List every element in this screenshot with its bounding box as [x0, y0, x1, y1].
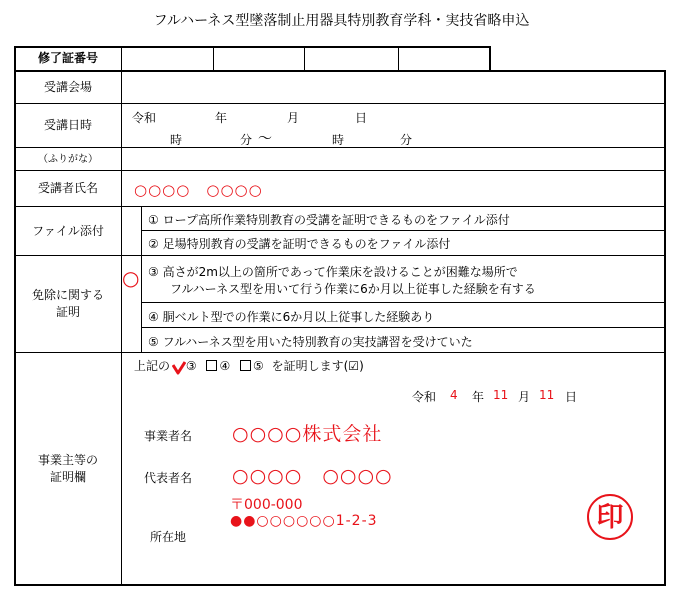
checkbox-5[interactable]	[240, 360, 251, 371]
option-4-label: ④	[219, 359, 231, 373]
exemption-label: 免除に関する 証明	[31, 288, 104, 319]
postal-code[interactable]: 〒000-000	[230, 497, 303, 513]
cert-no-field-4[interactable]	[400, 48, 488, 68]
statement-suffix: を証明します(☑)	[271, 359, 364, 373]
address-label: 所在地	[150, 530, 187, 544]
red-check-icon	[172, 361, 186, 375]
statement-prefix: 上記の	[134, 359, 171, 373]
cert-date-day[interactable]: 11	[539, 388, 555, 402]
date-era: 令和	[132, 111, 157, 125]
exemption-item-4: ④ 胴ベルト型での作業に6か月以上従事した経験あり	[148, 310, 435, 324]
date-day-unit: 日	[355, 111, 368, 125]
file-label: ファイル添付	[32, 223, 104, 238]
cert-date-month[interactable]: 11	[493, 388, 509, 402]
cert-date-era: 令和	[412, 390, 437, 404]
sub-row-separator	[141, 302, 665, 303]
cert-divider	[121, 46, 122, 70]
date-year-unit: 年	[215, 111, 228, 125]
start-min-unit: 分	[240, 133, 253, 147]
cert-date-day-unit: 日	[565, 390, 578, 404]
exemption-item-5: ⑤ フルハーネス型を用いた特別教育の実技講習を受けていた	[148, 335, 473, 349]
certify-statement	[134, 357, 364, 374]
employer-label: 事業主等の 証明欄	[37, 452, 98, 484]
venue-label: 受講会場	[43, 79, 92, 94]
sub-row-separator	[141, 327, 665, 328]
table-bottom-border	[14, 584, 666, 586]
start-hour-unit: 時	[170, 133, 183, 147]
page-title: フルハーネス型墜落制止用器具特別教育学科・実技省略申込	[153, 13, 530, 29]
sub-row-separator	[141, 230, 665, 231]
checkbox-4[interactable]	[206, 360, 217, 371]
date-month-unit: 月	[287, 111, 300, 125]
representative-label: 代表者名	[144, 471, 193, 485]
exemption-item-3-line1: ③ 高さが2m以上の箇所であって作業床を設けることが困難な場所で	[148, 265, 518, 279]
name-label: 受講者氏名	[37, 181, 98, 195]
cert-no-field-1[interactable]	[123, 48, 212, 68]
company-value[interactable]: ○○○○株式会社	[232, 423, 383, 445]
file-item-1: ① ロープ高所作業特別教育の受講を証明できるものをファイル添付	[148, 213, 510, 227]
company-seal-stamp	[587, 494, 633, 540]
cert-no-field-2[interactable]	[215, 48, 303, 68]
exemption-item-3-line2: フルハーネス型を用いて行う作業に6か月以上従事した経験を有する	[170, 282, 536, 296]
cert-row-right-border	[489, 46, 491, 71]
representative-value[interactable]: ○○○○ ○○○○	[232, 465, 393, 487]
option-3-label: ③	[185, 359, 197, 373]
furigana-label: （ふりがな）	[38, 153, 98, 165]
seal-character: 印	[596, 501, 624, 533]
cert-divider	[213, 46, 214, 70]
cert-no-field-3[interactable]	[306, 48, 397, 68]
company-label: 事業者名	[144, 429, 193, 443]
cert-date-year[interactable]: 4	[450, 388, 458, 402]
address-value[interactable]: ●●○○○○○○1-2-3	[230, 513, 378, 529]
option-5-label: ⑤	[253, 359, 264, 373]
cert-date-month-unit: 月	[518, 390, 531, 404]
cert-divider	[398, 46, 399, 70]
item-indent-divider	[141, 206, 142, 352]
file-item-2: ② 足場特別教育の受講を証明できるものをファイル添付	[148, 237, 451, 251]
venue-field[interactable]	[123, 72, 663, 102]
furigana-field[interactable]	[123, 149, 663, 169]
cert-divider	[304, 46, 305, 70]
time-range-tilde: 〜	[258, 131, 272, 147]
end-hour-unit: 時	[332, 133, 345, 147]
selected-circle-mark: ○	[122, 266, 140, 290]
cert-date-year-unit: 年	[472, 390, 485, 404]
trainee-name-value[interactable]: ○○○○ ○○○○	[134, 181, 263, 199]
cert-no-label: 修了証番号	[37, 51, 98, 65]
datetime-label: 受講日時	[43, 118, 92, 132]
end-min-unit: 分	[400, 133, 413, 147]
